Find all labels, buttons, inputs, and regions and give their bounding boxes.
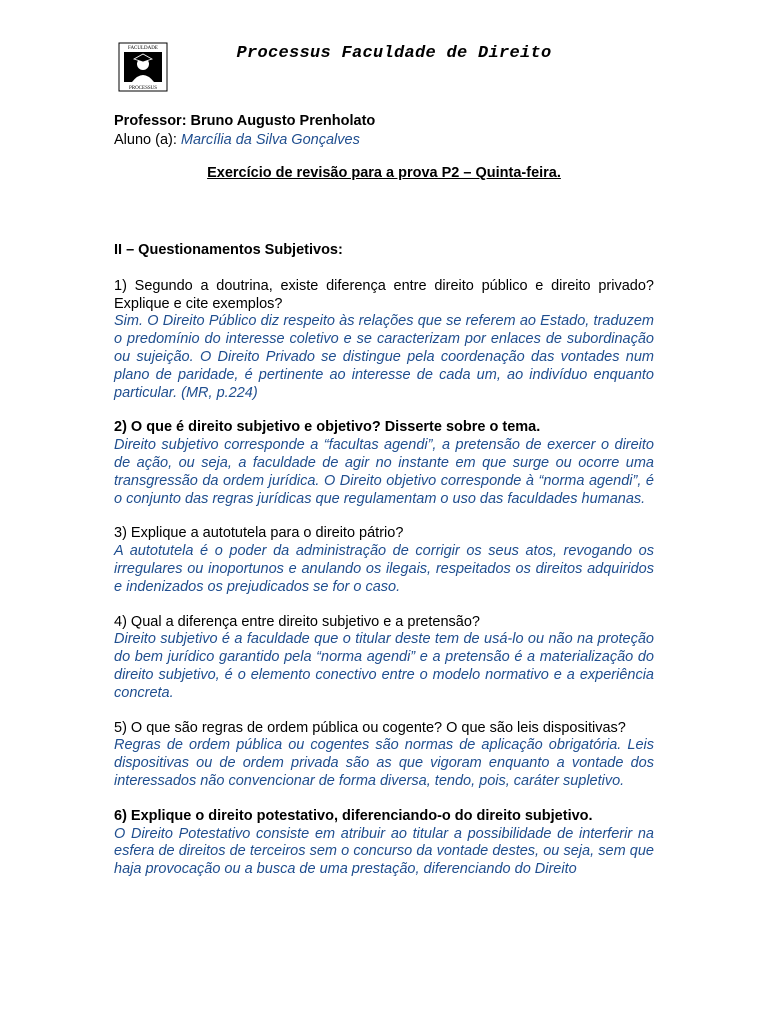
question-1: 1) Segundo a doutrina, existe diferença entre direito público e direito privado? Explique e cite exemplos? — [114, 277, 654, 312]
answer-3: A autotutela é o poder da administração de corrigir os seus atos, revogando os irregulares ou inoportunos e anulando os ilegais, respeitados os direitos adquiridos e indenizados os prejudicados se for o caso. — [114, 543, 654, 595]
student-line — [114, 132, 360, 148]
answer-1: Sim. O Direito Público diz respeito às relações que se referem ao Estado, traduzem o predomínio do interesse coletivo e se caracterizam por enlaces de subordinação ou sujeição. O Direito Privado se distingue pela coordenação das vontades num plano de paridade, é pertinente ao interesse de cada um, ao indivíduo enquanto particular. (MR, p.224) — [114, 313, 654, 401]
svg-text:PROCESSUS: PROCESSUS — [128, 86, 158, 91]
exercise-title: Exercício de revisão para a prova P2 – Quinta-feira. — [207, 165, 561, 181]
question-2: 2) O que é direito subjetivo e objetivo? Disserte sobre o tema. — [114, 419, 541, 436]
section-title: II – Questionamentos Subjetivos: — [114, 242, 343, 258]
student-label: Aluno (a): — [114, 132, 181, 148]
question-5: 5) O que são regras de ordem pública ou cogente? O que são leis dispositivas? — [114, 719, 626, 736]
svg-text:FACULDADE: FACULDADE — [128, 46, 158, 51]
questions-section — [114, 242, 654, 896]
question-6: 6) Explique o direito potestativo, diferenciando-o do direito subjetivo. — [114, 807, 593, 824]
answer-4: Direito subjetivo é a faculdade que o titular deste tem de usá-lo ou não na proteção do bem jurídico garantido pela “norma agendi” e a pretensão é a materialização do direito subjetivo, é o elemento conectivo entre o modelo normativo e a experiência concreta. — [114, 631, 654, 701]
answer-5: Regras de ordem pública ou cogentes são normas de aplicação obrigatória. Leis dispositivas ou de ordem privada são as que vigoram enquanto a vontade dos interessados não convencionar de forma diversa, tendo, pois, caráter supletivo. — [114, 737, 654, 789]
student-name: Marcília da Silva Gonçalves — [180, 132, 360, 148]
question-3: 3) Explique a autotutela para o direito pátrio? — [114, 525, 404, 542]
answer-6: O Direito Potestativo consiste em atribuir ao titular a possibilidade de interferir na esfera de direitos de terceiros sem o concurso da vontade destes, ou seja, sem que haja provocação ou a busca de uma prestação, diferenciando do Direito — [114, 825, 654, 878]
professor-line: Professor: Bruno Augusto Prenholato — [114, 113, 376, 129]
page-title: Processus Faculdade de Direito — [236, 44, 552, 63]
question-4: 4) Qual a diferença entre direito subjetivo e a pretensão? — [114, 613, 480, 630]
answer-2: Direito subjetivo corresponde a “facultas agendi”, a pretensão de exercer o direito de ação, ou seja, a faculdade de agir no instante em que surge ou ocorre uma transgressão da ordem jurídica. O Direito objetivo corresponde à “norma agendi”, é o conjunto das regras jurídicas que regulamentam o uso das faculdades humanas. — [114, 437, 654, 507]
